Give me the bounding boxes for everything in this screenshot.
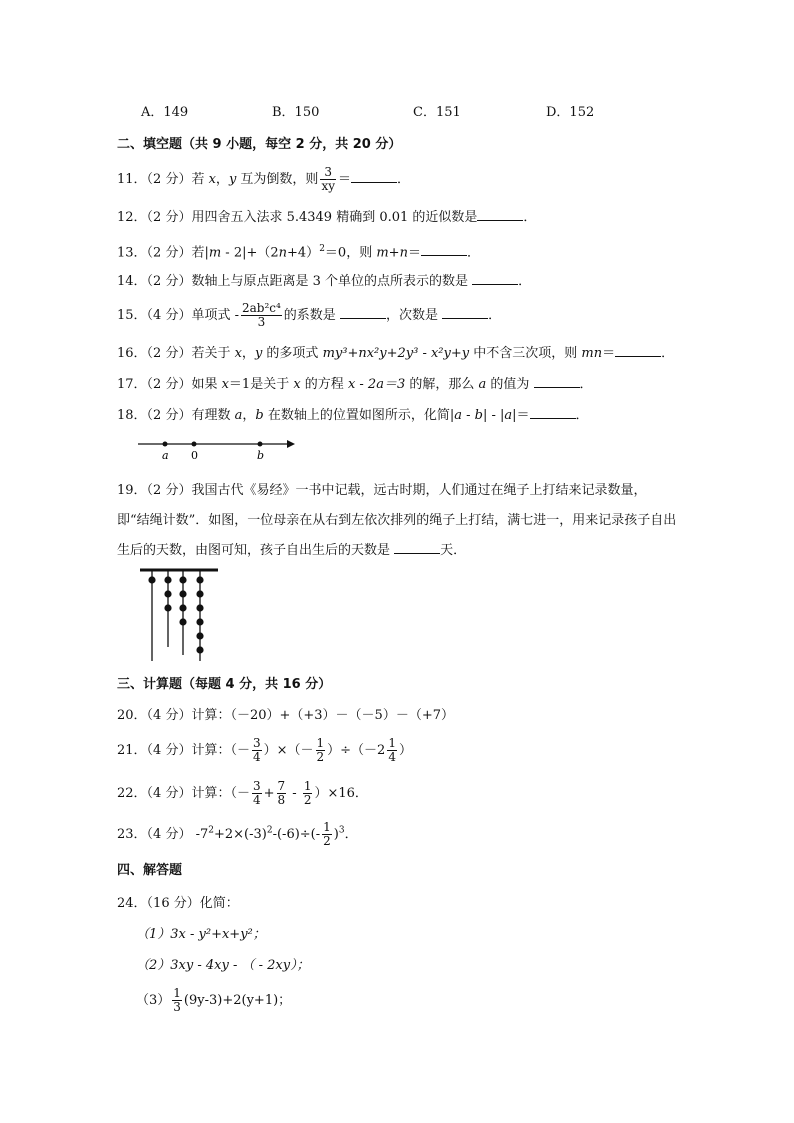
number-line-figure (135, 434, 300, 464)
fraction: $\frac{1}{3}$ (173, 986, 181, 1014)
question-14: 14．（2 分）数轴上与原点距离是 3 个单位的点所表示的数是 ． (117, 274, 532, 289)
question-24-part-3: （3） $\frac{1}{3}$ (9y-3)+2(y+1)； (136, 986, 292, 1014)
question-18: 18．（2 分）有理数 a，b 在数轴上的位置如图所示，化简|a - b| - |a|＝ ． (117, 408, 589, 423)
knot (196, 618, 203, 625)
choice-d: D．152 (546, 105, 595, 120)
knot (179, 618, 186, 625)
knot (196, 590, 203, 597)
fraction: $\frac{\text{2ab²c⁴}}{3}$ (241, 301, 281, 329)
knot (196, 646, 203, 653)
fraction: $\frac{1}{2}$ (303, 779, 312, 807)
question-12: 12．（2 分）用四舍五入法求 5.4349 精确到 0.01 的近似数是 ． (117, 210, 537, 225)
question-11: 11．（2 分）若 x，y 互为倒数，则 $\frac{3}{xy}$ ＝ ． (117, 165, 411, 193)
section-3-title: 三、计算题（每题 4 分，共 16 分） (117, 677, 332, 692)
knot (196, 576, 203, 583)
question-24-part-2: （2）3xy - 4xy - （ - 2xy）； (136, 958, 310, 973)
section-2-title: 二、填空题（共 9 小题，每空 2 分，共 20 分） (117, 137, 402, 152)
fraction: $\frac{3}{4}$ (252, 736, 261, 764)
question-17: 17．（2 分）如果 x＝1是关于 x 的方程 x - 2a＝3 的解，那么 a 的值为 ． (117, 377, 593, 392)
question-15: 15．（4 分）单项式 - $\frac{\text{2ab²c⁴}}{3}$ 的系数是 ，次数是 ． (117, 301, 502, 329)
label-a: a (162, 449, 169, 462)
knot (196, 632, 203, 639)
question-21: 21．（4 分）计算：（－ $\frac{3}{4}$ ）×（－ $\frac{1}{2}$ ）÷（－2 $\frac{1}{4}$ ） (117, 736, 412, 764)
question-22: 22．（4 分）计算：（－ $\frac{3}{4}$ + $\frac{7}{8}$ - $\frac{1}{2}$ ）×16． (117, 779, 368, 807)
choice-c: C．151 (413, 105, 461, 120)
question-24-title: 24．（16 分）化简： (117, 896, 239, 911)
question-23: 23．（4 分） $-7^2+2\times(-3)^2-(-6)\div(-$ $\frac{1}{2}$ )$^3$． (117, 820, 358, 848)
fraction: $\frac{3}{xy}$ (321, 165, 335, 193)
fraction: $\frac{1}{4}$ (388, 736, 396, 764)
knot (164, 576, 171, 583)
knot (196, 604, 203, 611)
label-b: b (257, 449, 265, 462)
choice-a: A．149 (141, 105, 189, 120)
knot (179, 576, 186, 583)
point-b (258, 442, 263, 447)
fraction: $\frac{7}{8}$ (277, 779, 286, 807)
section-4-title: 四、解答题 (117, 863, 183, 878)
knot (164, 604, 171, 611)
question-13: 13．（2 分）若$|m - 2|+(2n+4)^2=0$，则 m+n＝ ． (117, 244, 480, 261)
knot (179, 604, 186, 611)
point-a (163, 442, 168, 447)
label-0: 0 (191, 449, 198, 462)
question-16: 16．（2 分）若关于 x，y 的多项式 my³+nx²y+2y³ - x²y+y 中不含三次项，则 mn＝ ． (117, 346, 675, 361)
arrow-head-icon (287, 440, 295, 448)
fraction: $\frac{1}{2}$ (323, 820, 331, 848)
knot (179, 590, 186, 597)
question-20: 20．（4 分）计算：（－20）+（+3）－（－5）－（+7） (117, 708, 454, 723)
question-19: 19．（2 分）我国古代《易经》一书中记载，远古时期，人们通过在绳子上打结来记录数量，即“结绳计数”．如图，一位母亲在从右到左依次排列的绳子上打结，满七进一，用来记录孩子自出生后的天数，由图可知，孩子自出生后的天数是 天． (117, 483, 677, 558)
knot-counting-figure (140, 567, 220, 663)
fraction: $\frac{3}{4}$ (252, 779, 261, 807)
fraction: $\frac{1}{2}$ (316, 736, 325, 764)
choice-b: B．150 (272, 105, 320, 120)
point-0 (192, 442, 197, 447)
question-24-part-1: （1）3x - y²+x+y²； (136, 927, 266, 942)
knot (148, 576, 155, 583)
knot (164, 590, 171, 597)
